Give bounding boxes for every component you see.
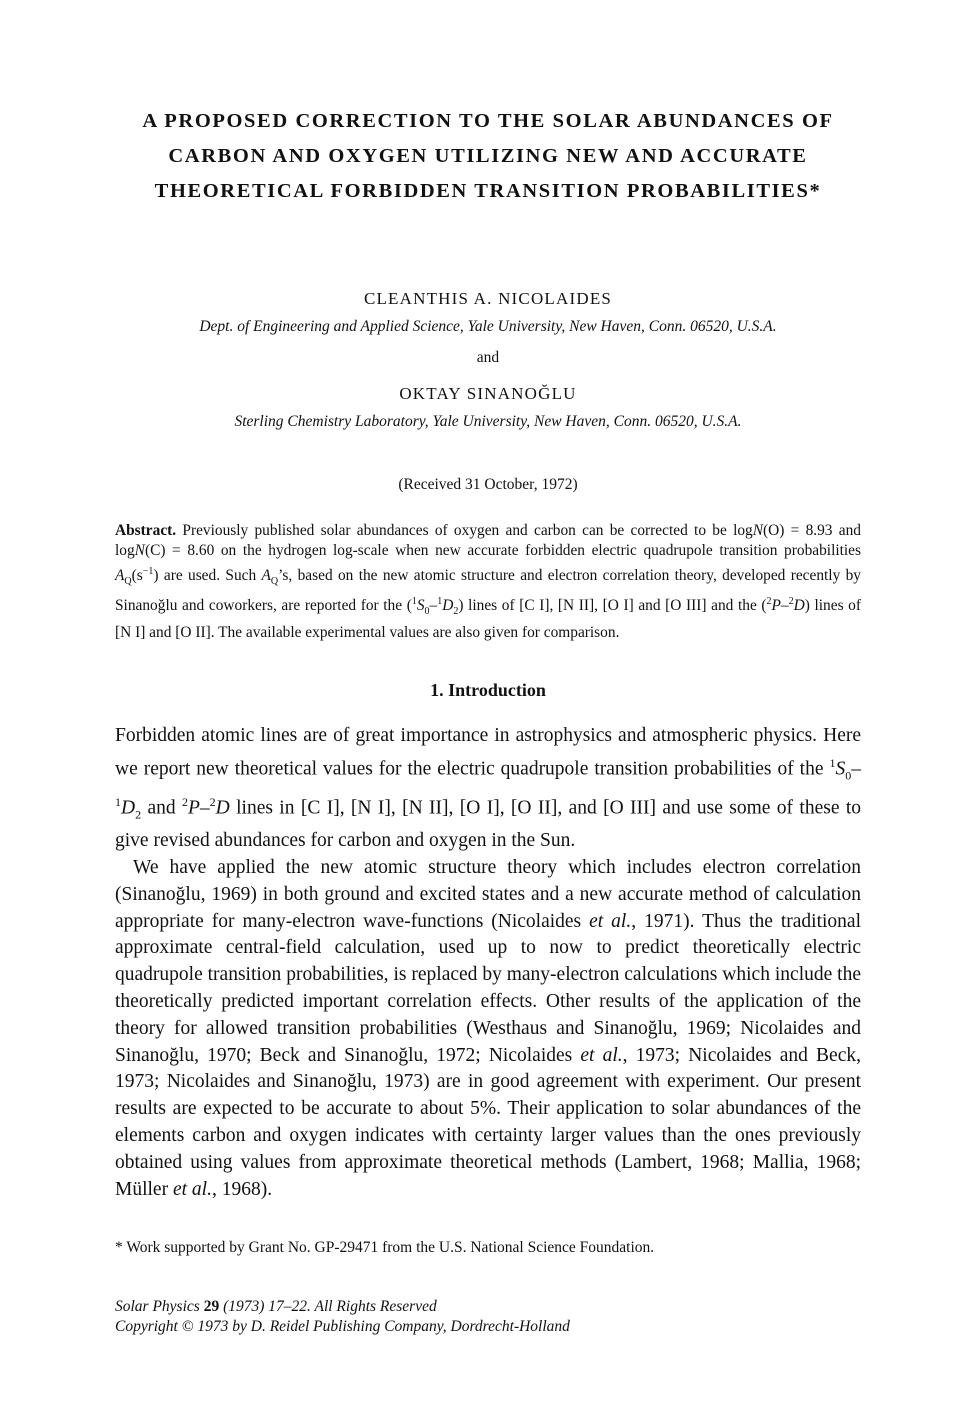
paper-title: A PROPOSED CORRECTION TO THE SOLAR ABUNDANCES OF CARBON AND OXYGEN UTILIZING NEW AND ACCURATE THEORETICAL FORBIDDEN TRANSITION PROBABILITIES* xyxy=(142,110,834,202)
footnote: * Work supported by Grant No. GP-29471 from the U.S. National Science Foundation. xyxy=(115,1239,655,1256)
section-heading xyxy=(115,680,861,701)
abstract-text: Previously published solar abundances of oxygen and carbon can be corrected to be log xyxy=(176,522,753,539)
journal-info xyxy=(115,1297,861,1337)
abstract-text: (O) = 8.93 and log xyxy=(115,522,861,560)
journal-volume: 29 xyxy=(203,1298,220,1315)
paragraph: We have applied the new atomic structure theory which includes electron correlation (Sinanoğlu, 1969) in both ground and excited states and a new accurate method of calculation appropriate for many-electron wave-functions (Nicolaides et al., 1971). Thus the traditional approximate central-field calculation, used up to now to predict theoretically electric quadrupole transition probabilities, is replaced by many-electron calculations which include the theoretically predicted important correlation effects. Other results of the application of the theory for allowed transition probabilities (Westhaus and Sinanoğlu, 1969; Nicolaides and Sinanoğlu, 1970; Beck and Sinanoğlu, 1972; Nicolaides et al., 1973; Nicolaides and Beck, 1973; Nicolaides and Sinanoğlu, 1973) are in good agreement with experiment. Our present results are expected to be accurate to about 5%. Their application to solar abundances of the elements carbon and oxygen indicates with certainty larger values than the ones previously obtained using values from approximate theoretical methods (Lambert, 1968; Mallia, 1968; Müller et al., 1968). xyxy=(115,856,861,1200)
abstract: Abstract. Previously published solar abundances of oxygen and carbon can be corrected to be logN(O) = 8.93 and logN(C) = 8.60 on the hydrogen log-scale when new accurate forbidden electric quadrupole transition probabilities $A_Q(s^{-1})$ are used. Such $A_Q’s$, based on the new atomic structure and electron correlation theory, developed recently by Sinanoğlu and coworkers, are reported for the $(^1S_0-^1D_2)$ lines of [C I], [N II], [O I] and [O III] and the ($^2$P–$^2$D) lines of [N I] and [O II]. The available experimental values are also given for comparison. xyxy=(115,522,861,641)
paragraph: Forbidden atomic lines are of great importance in astrophysics and atmospheric physics. Here we report new theoretical values for the electric quadrupole transition probabilities of the $^1S_0-^1D_2$ and $^2$P–$^2$D lines in [C I], [N I], [N II], [O I], [O II], and [O III] and use some of these to give revised abundances for carbon and oxygen in the Sun. xyxy=(115,725,862,852)
author-name: OKTAY SINANOĞLU xyxy=(399,384,577,403)
journal-name: Solar Physics xyxy=(115,1298,200,1315)
section-number: 1. xyxy=(430,680,444,700)
abstract-text: (C) = 8.60 on the hydrogen log-scale when new accurate forbidden electric quadrupole transition probabilities xyxy=(144,542,861,560)
copyright: Copyright © 1973 by D. Reidel Publishing Company, Dordrecht-Holland xyxy=(115,1318,570,1335)
body-text xyxy=(115,723,861,1203)
abstract-text: ) lines of [N I] and [O II]. The available experimental values are also given for comparison. xyxy=(115,597,861,641)
abstract-text: ) lines of [C I], [N II], [O I] and [O III] and the ( xyxy=(458,597,767,615)
author-separator: and xyxy=(476,349,500,366)
received-date: (Received 31 October, 1972) xyxy=(398,476,578,493)
section-title: Introduction xyxy=(448,680,546,700)
author-affiliation: Dept. of Engineering and Applied Science, Yale University, New Haven, Conn. 06520, U.S.A. xyxy=(199,318,777,335)
journal-pages: (1973) 17–22. All Rights Reserved xyxy=(223,1298,437,1315)
author-affiliation: Sterling Chemistry Laboratory, Yale University, New Haven, Conn. 06520, U.S.A. xyxy=(234,413,742,430)
author-name: CLEANTHIS A. NICOLAIDES xyxy=(363,289,613,308)
abstract-label: Abstract. xyxy=(115,522,177,539)
abstract-text: ’s, based on the new atomic structure and electron correlation theory, developed recently by Sinanoğlu and coworkers, are reported for the ( xyxy=(115,566,861,615)
abstract-text: are used. Such xyxy=(158,566,262,584)
